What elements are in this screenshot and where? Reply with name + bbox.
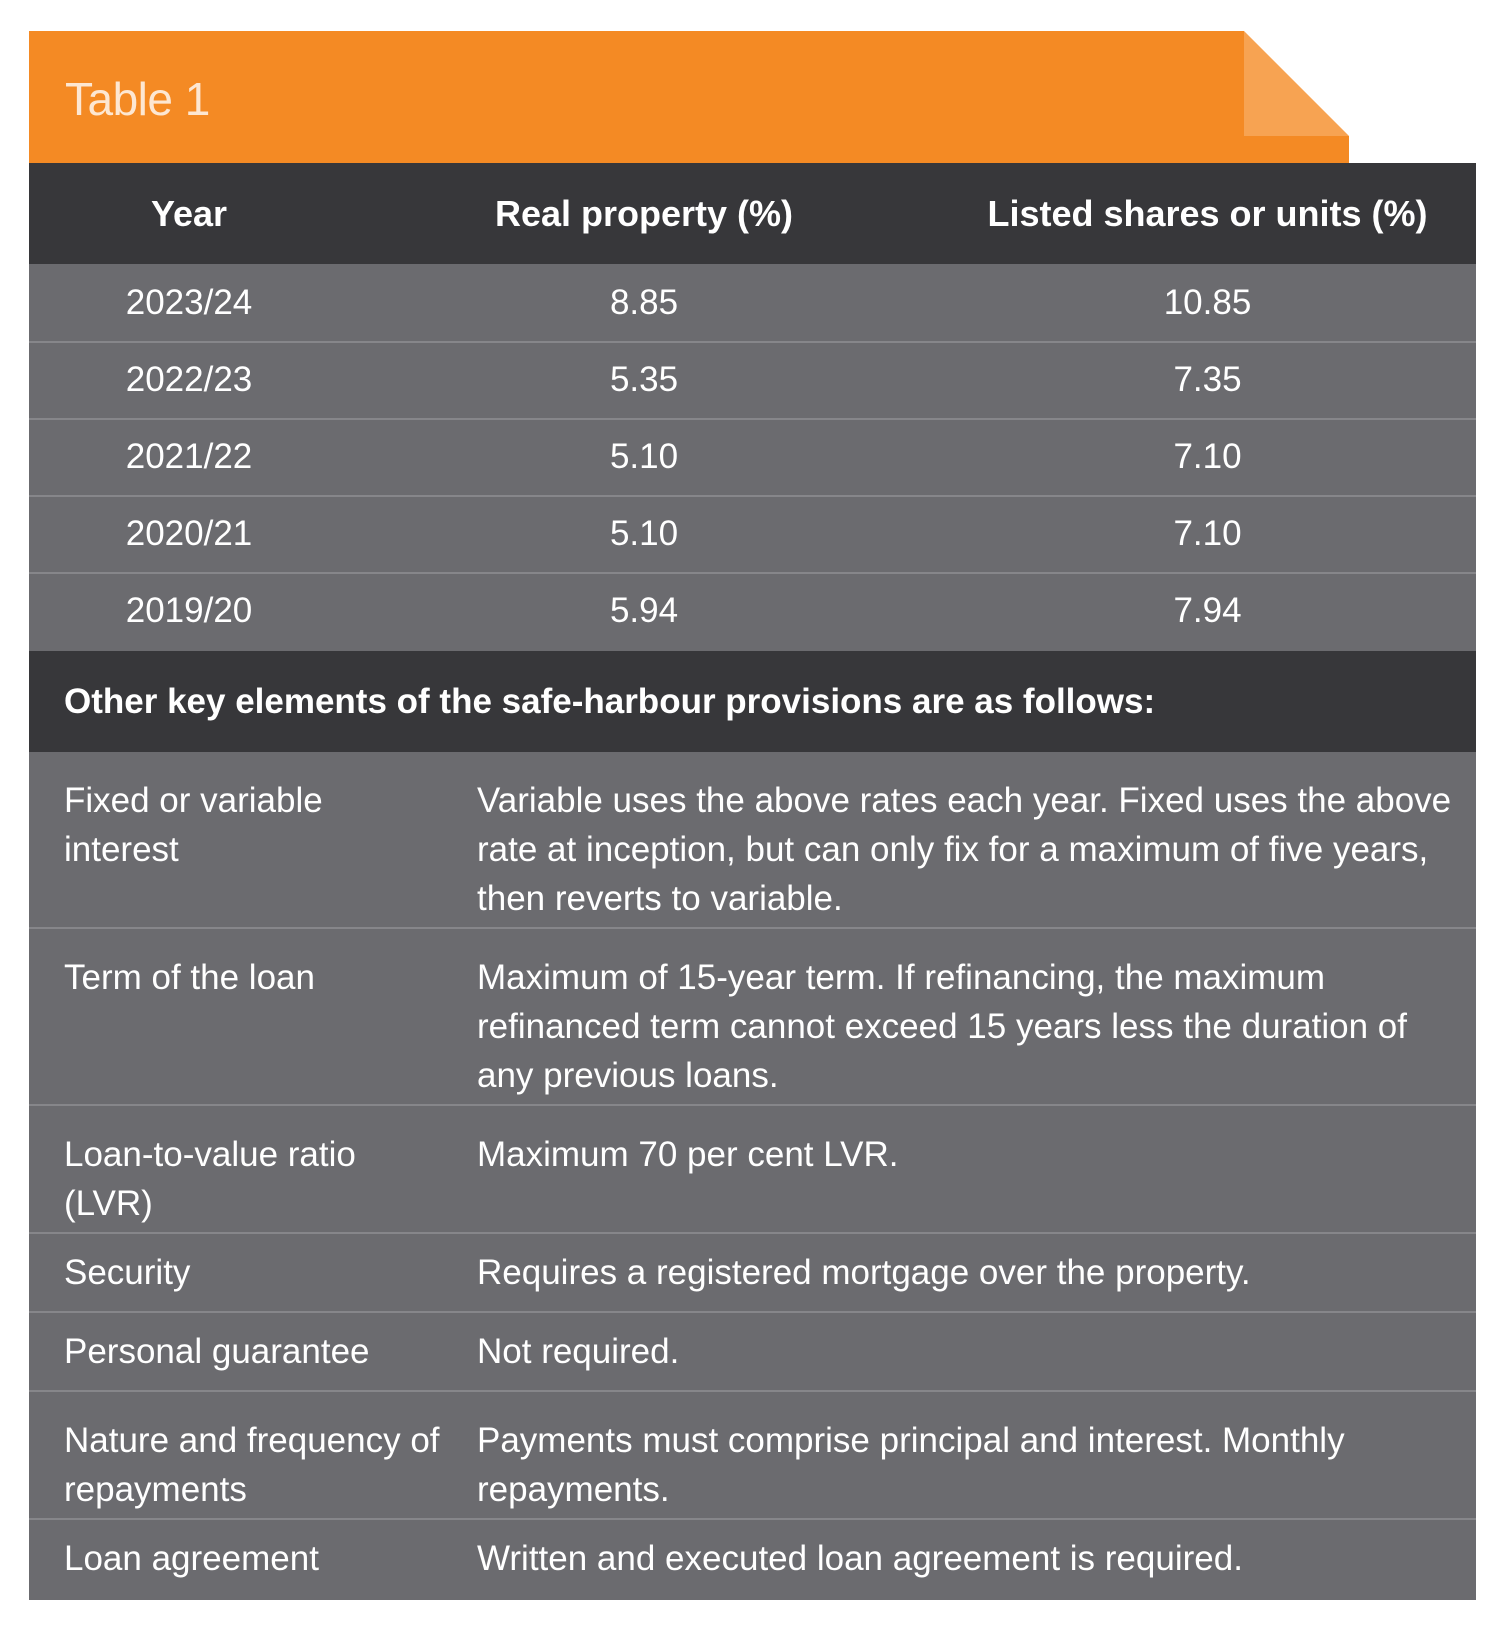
column-header-year: Year — [150, 193, 228, 234]
year-cell: 2021/22 — [125, 437, 253, 476]
table-row — [29, 418, 1476, 497]
element-key: Loan-to-value ratio (LVR) — [64, 1135, 356, 1223]
table-row — [29, 341, 1476, 420]
real-property-cell: 5.94 — [609, 591, 679, 630]
real-property-cell: 5.10 — [609, 437, 679, 476]
element-key: Security — [64, 1253, 191, 1292]
real-property-cell: 8.85 — [609, 283, 679, 322]
table-title: Table 1 — [65, 73, 210, 125]
element-value: Written and executed loan agreement is required. — [477, 1539, 1243, 1578]
listed-shares-cell: 7.10 — [1173, 514, 1242, 553]
element-key: Personal guarantee — [64, 1332, 370, 1371]
element-value: Not required. — [477, 1332, 680, 1371]
table-row — [29, 495, 1476, 574]
table-row — [29, 264, 1476, 343]
element-value: Payments must comprise principal and interest. Monthly repayments. — [477, 1421, 1345, 1509]
column-header-listed-shares: Listed shares or units (%) — [987, 193, 1428, 234]
column-header-real-property: Real property (%) — [494, 193, 794, 234]
year-cell: 2019/20 — [125, 591, 253, 630]
listed-shares-cell: 7.10 — [1173, 437, 1242, 476]
element-row — [29, 1313, 1476, 1392]
element-row — [29, 1520, 1476, 1600]
element-value: Maximum 70 per cent LVR. — [477, 1135, 899, 1174]
table-row — [29, 572, 1476, 649]
year-cell: 2023/24 — [125, 283, 253, 322]
real-property-cell: 5.35 — [609, 360, 679, 399]
element-row — [29, 929, 1476, 1106]
table-header-row — [29, 163, 1476, 264]
year-cell: 2022/23 — [125, 360, 253, 399]
section-heading: Other key elements of the safe-harbour provisions are as follows: — [64, 682, 1156, 721]
listed-shares-cell: 7.94 — [1173, 591, 1242, 630]
year-cell: 2020/21 — [125, 514, 253, 553]
table-title-tab — [29, 31, 1349, 163]
element-key: Fixed or variable interest — [64, 781, 323, 869]
section-heading-row — [29, 651, 1476, 752]
element-row — [29, 1106, 1476, 1234]
listed-shares-cell: 10.85 — [1163, 283, 1252, 322]
element-value: Requires a registered mortgage over the property. — [477, 1253, 1251, 1292]
element-key: Nature and frequency of repayments — [64, 1421, 440, 1509]
element-row — [29, 1234, 1476, 1313]
real-property-cell: 5.10 — [609, 514, 679, 553]
element-value: Variable uses the above rates each year. Fixed uses the above rate at inception, but can only fix for a maximum of five years, then reverts to variable. — [477, 781, 1452, 918]
rates-table — [29, 163, 1476, 1600]
element-key: Term of the loan — [64, 958, 315, 997]
element-row — [29, 1392, 1476, 1520]
element-key: Loan agreement — [64, 1539, 319, 1578]
element-value: Maximum of 15-year term. If refinancing, the maximum refinanced term cannot exceed 15 years less the duration of any previous loans. — [477, 958, 1407, 1095]
listed-shares-cell: 7.35 — [1173, 360, 1242, 399]
element-row — [29, 752, 1476, 929]
